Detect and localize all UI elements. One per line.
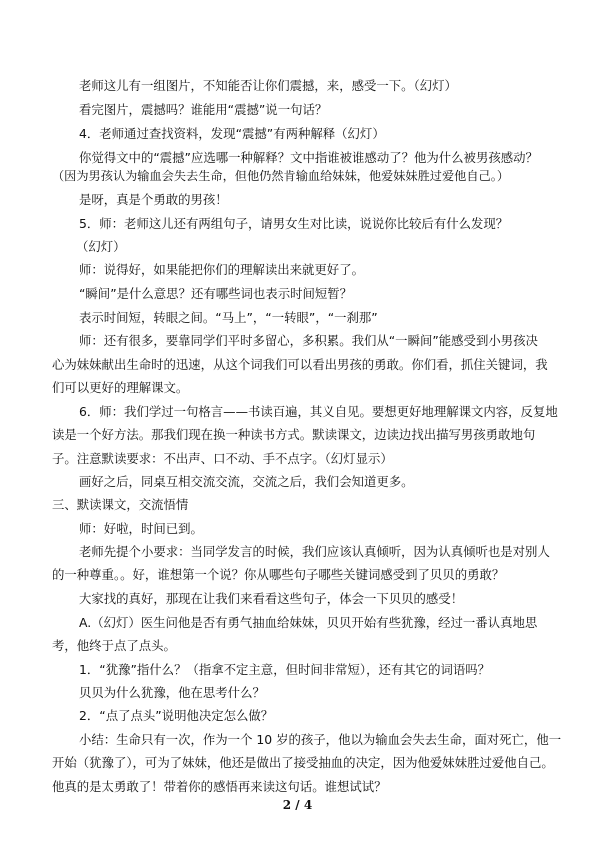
page-number: 2 / 4 bbox=[282, 798, 313, 812]
text-line: 老师这儿有一组图片，不知能否让你们震撼，来，感受一下。（幻灯） bbox=[79, 78, 457, 93]
text-line: 是呀，真是个勇敢的男孩！ bbox=[79, 192, 228, 207]
text-line: “瞬间”是什么意思？还有哪些词也表示时间短暂？ bbox=[79, 286, 353, 301]
text-line: （因为男孩认为输血会失去生命，但他仍然肯输血给妹妹，他爱妹妹胜过爱他自己。） bbox=[52, 169, 510, 183]
text-line: 表示时间短，转眼之间。“马上”，“一转眼”，“一刹那” bbox=[79, 310, 378, 325]
text-line: 大家找的真好，那现在让我们来看看这些句子，体会一下贝贝的感受！ bbox=[79, 591, 464, 606]
text-line: 师：好啦，时间已到。 bbox=[79, 521, 203, 536]
text-line: 小结：生命只有一次，作为一个 10 岁的孩子，他以为输血会失去生命，面对死亡，他一 bbox=[79, 732, 562, 747]
text-line: 子。注意默读要求：不出声、口不动、手不点字。（幻灯显示） bbox=[52, 451, 393, 466]
text-line: 6．师：我们学过一句格言——书读百遍，其义自见。要想更好地理解课文内容，反复地 bbox=[79, 404, 558, 419]
text-line: 们可以更好的理解课文。 bbox=[52, 380, 189, 395]
text-line: 4．老师通过查找资料，发现“震撼”有两种解释（幻灯） bbox=[79, 126, 385, 141]
text-line: 师：说得好，如果能把你们的理解读出来就更好了。 bbox=[79, 262, 364, 277]
text-line: 读是一个好方法。那我们现在换一种读书方式。默读课文，边读边找出描写男孩勇敢地句 bbox=[52, 427, 536, 442]
text-line: A.（幻灯）医生问他是否有勇气抽血给妹妹，贝贝开始有些犹豫，经过一番认真地思 bbox=[79, 615, 538, 630]
text-line: 贝贝为什么犹豫，他在思考什么？ bbox=[79, 685, 265, 700]
text-line: 1．“犹豫”指什么？（指拿不定主意，但时间非常短），还有其它的词语吗？ bbox=[79, 662, 491, 677]
text-line: （幻灯） bbox=[76, 239, 126, 254]
text-line: 你觉得文中的“震撼”应选哪一种解释？文中指谁被谁感动了？他为什么被男孩感动？ bbox=[79, 150, 538, 165]
text-line: 看完图片，震撼吗？谁能用“震撼”说一句话？ bbox=[79, 102, 328, 117]
text-line: 的一种尊重。。好，谁想第一个说？你从哪些句子哪些关键词感受到了贝贝的勇敢？ bbox=[52, 567, 505, 582]
section-heading: 三、默读课文，交流悟情 bbox=[52, 497, 189, 512]
text-line: 师：还有很多，要靠同学们平时多留心，多积累。我们从“一瞬间”能感受到小男孩决 bbox=[79, 333, 538, 348]
text-line: 2．“点了点头”说明他决定怎么做？ bbox=[79, 708, 274, 723]
text-line: 老师先提个小要求：当同学发言的时候，我们应该认真倾听，因为认真倾听也是对别人 bbox=[79, 544, 550, 559]
text-line: 心为妹妹献出生命时的迅速，从这个词我们可以看出男孩的勇敢。你们看，抓住关键词，我 bbox=[52, 357, 548, 372]
text-line: 开始（犹豫了），可为了妹妹，他还是做出了接受抽血的决定，因为他爱妹妹胜过爱他自己。 bbox=[52, 755, 554, 770]
text-line: 考，他终于点了点头。 bbox=[52, 638, 176, 653]
text-line: 他真的是太勇敢了！带着你的感悟再来读这句话。谁想试试？ bbox=[52, 779, 387, 794]
text-line: 画好之后，同桌互相交流交流，交流之后，我们会知道更多。 bbox=[79, 474, 414, 489]
text-line: 5．师：老师这儿还有两组句子，请男女生对比读，说说你比较后有什么发现？ bbox=[79, 216, 509, 231]
